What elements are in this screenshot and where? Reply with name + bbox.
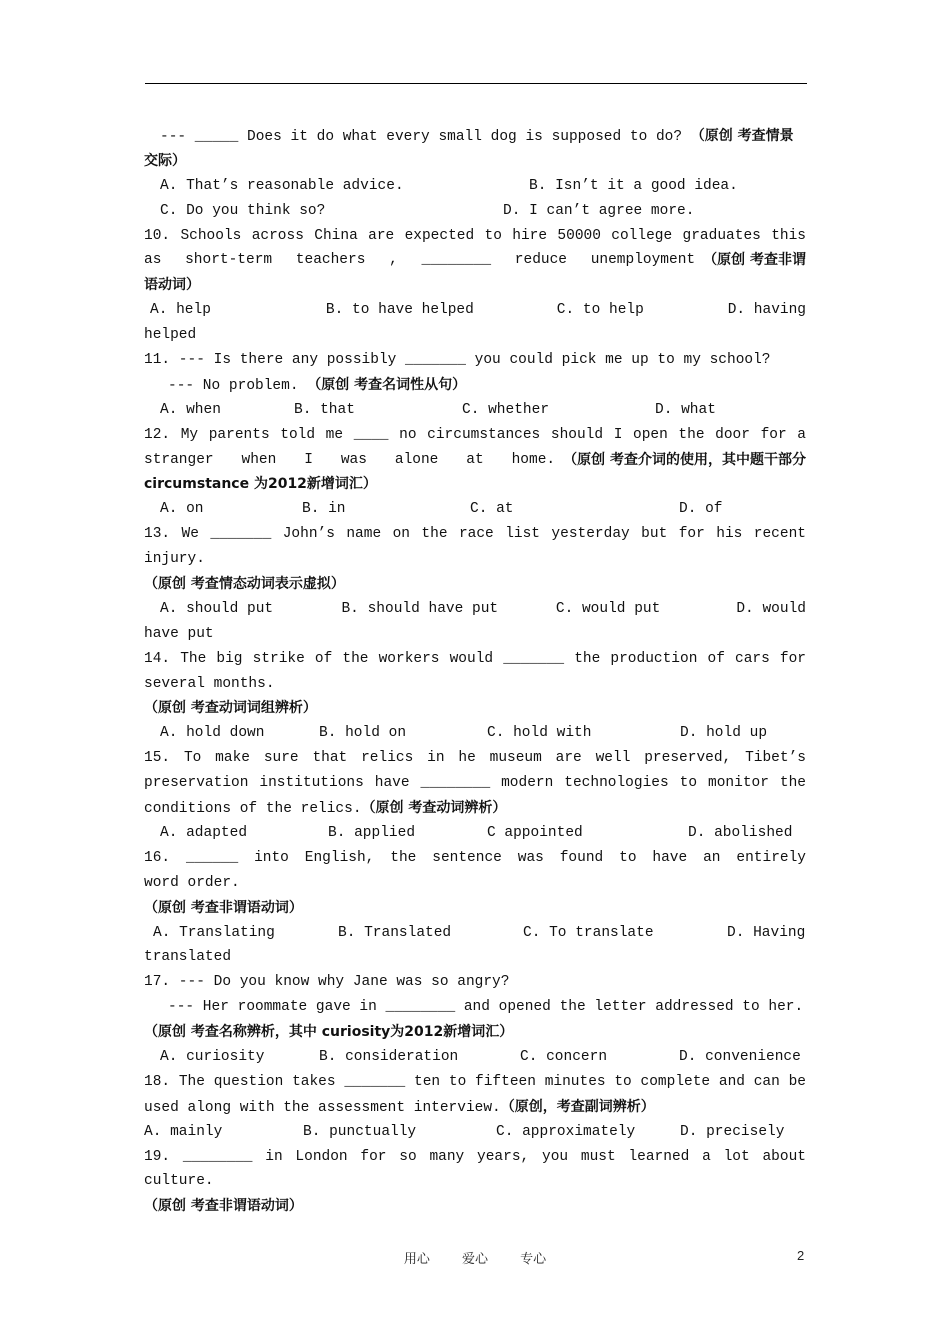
answer-option: A. curiosity xyxy=(160,1048,265,1065)
answer-option: B. in xyxy=(302,501,346,518)
answer-option: B. Translated xyxy=(338,924,452,941)
question-note: （原创 考查介词的使用，其中题干部分 xyxy=(563,451,806,468)
text-line: 17. --- Do you know why Jane was so angry? xyxy=(144,974,510,991)
answer-option: A. hold down xyxy=(160,725,265,742)
text-line: 12. My parents told me ____ no circumstances should I open the door for a xyxy=(144,426,806,443)
answer-option: B. punctually xyxy=(303,1123,417,1140)
footer-motto xyxy=(0,1248,950,1267)
text-line: 15. To make sure that relics in he museum are well preserved, Tibet’s xyxy=(144,750,806,767)
answer-option: C. concern xyxy=(520,1048,608,1065)
answer-options xyxy=(144,1120,806,1145)
text-line: injury. xyxy=(144,551,205,568)
text-line: 18. The question takes _______ ten to fifteen minutes to complete and can be xyxy=(144,1073,806,1090)
answer-option: B. consideration xyxy=(319,1048,459,1065)
question-text: used along with the assessment interview. xyxy=(144,1099,501,1116)
question-note: （原创 考查动词词组辨析） xyxy=(144,700,317,717)
answer-option: B. should have put xyxy=(341,600,499,617)
answer-option: A. adapted xyxy=(160,824,248,841)
footer-word: 专心 xyxy=(520,1252,547,1267)
text-line: 11. --- Is there any possibly _______ you could pick me up to my school? xyxy=(144,352,771,369)
answer-option: B. applied xyxy=(328,824,416,841)
answer-options xyxy=(144,398,806,423)
answer-options xyxy=(144,721,806,746)
question-text: conditions of the relics. xyxy=(144,801,362,818)
text-line: helped xyxy=(144,327,197,344)
question-line xyxy=(144,1095,806,1120)
question-note: （原创 考查非谓语动词） xyxy=(144,1198,303,1215)
question-note: （原创 考查非谓 xyxy=(703,252,806,269)
question-text: --- No problem. xyxy=(168,377,308,394)
answer-option: D. would xyxy=(736,600,806,617)
answer-option: B. Isn’t it a good idea. xyxy=(529,177,738,194)
answer-option: C. hold with xyxy=(487,725,592,742)
answer-option: B. that xyxy=(294,401,355,418)
answer-option: C. at xyxy=(470,501,514,518)
text-line: 16. ______ into English, the sentence was found to have an entirely xyxy=(144,849,806,866)
text-line: --- Her roommate gave in ________ and opened the letter addressed to her. xyxy=(168,999,804,1016)
question-note: 交际） xyxy=(144,152,186,169)
answer-option: A. should put xyxy=(160,600,274,617)
answer-option: B. to have helped xyxy=(325,302,474,319)
text-line: translated xyxy=(144,949,232,966)
text-line: word order. xyxy=(144,874,240,891)
answer-options xyxy=(144,921,806,946)
answer-option: C appointed xyxy=(487,824,583,841)
question-line xyxy=(144,248,806,273)
answer-options xyxy=(144,497,806,522)
answer-option: A. help xyxy=(150,302,211,319)
text-line: culture. xyxy=(144,1173,214,1190)
answer-options xyxy=(144,199,806,224)
footer-word: 用心 xyxy=(403,1252,430,1267)
question-note: circumstance 为2012新增词汇） xyxy=(144,476,377,493)
answer-option: C. to help xyxy=(556,302,644,319)
answer-option: D. I can’t agree more. xyxy=(503,202,695,219)
question-text: --- _____ Does it do what every small dog is supposed to do? xyxy=(160,129,691,145)
text-line: 19. ________ in London for so many years, you must learned a lot about xyxy=(144,1148,806,1165)
answer-options xyxy=(144,1045,806,1070)
text-line: several months. xyxy=(144,675,275,692)
answer-option: D. abolished xyxy=(688,824,793,841)
question-note: （原创 考查名称辨析，其中 curiosity为2012新增词汇） xyxy=(144,1024,514,1041)
question-line xyxy=(144,373,806,398)
text-line: preservation institutions have ________ modern technologies to monitor the xyxy=(144,775,806,792)
answer-option: D. what xyxy=(655,401,716,418)
question-note: （原创 考查非谓语动词） xyxy=(144,899,303,916)
answer-options xyxy=(144,298,806,323)
header-rule xyxy=(145,83,807,84)
answer-option: D. of xyxy=(679,501,723,518)
text-line: have put xyxy=(144,625,214,642)
footer-word: 爱心 xyxy=(461,1252,488,1267)
answer-option: C. Do you think so? xyxy=(160,202,326,219)
text-line: 13. We _______ John’s name on the race list yesterday but for his recent xyxy=(144,526,806,543)
answer-option: C. whether xyxy=(462,401,550,418)
question-note: （原创 考查情态动词表示虚拟） xyxy=(144,576,345,593)
question-note: （原创 考查动词辨析） xyxy=(361,800,507,817)
answer-option: A. Translating xyxy=(153,924,275,941)
answer-option: A. when xyxy=(160,401,221,418)
answer-option: B. hold on xyxy=(319,725,407,742)
exam-question-body xyxy=(144,124,806,1219)
question-line xyxy=(144,448,806,473)
question-line xyxy=(144,124,806,149)
text-line: 14. The big strike of the workers would _______ the production of cars for xyxy=(144,650,806,667)
answer-option: D. convenience xyxy=(679,1048,801,1065)
answer-option: A. mainly xyxy=(144,1123,223,1140)
answer-option: C. would put xyxy=(555,600,661,617)
question-line xyxy=(144,796,806,821)
answer-option: C. approximately xyxy=(496,1123,636,1140)
page-number: 2 xyxy=(797,1248,805,1263)
answer-option: D. Having xyxy=(727,924,806,941)
answer-options xyxy=(144,174,806,199)
question-note: （原创 考查情景 xyxy=(690,128,794,144)
answer-option: A. on xyxy=(160,501,204,518)
answer-option: D. having xyxy=(727,302,807,319)
question-note: 语动词） xyxy=(144,277,200,294)
answer-option: D. hold up xyxy=(680,725,768,742)
answer-option: A. That’s reasonable advice. xyxy=(160,177,404,194)
answer-option: C. To translate xyxy=(523,924,654,941)
question-note: （原创 考查名词性从句） xyxy=(307,376,467,393)
answer-options xyxy=(144,821,806,846)
text-line: 10. Schools across China are expected to hire 50000 college graduates this xyxy=(144,227,806,244)
question-text: as short-term teachers , ________ reduce unemployment xyxy=(144,252,696,269)
answer-options xyxy=(144,597,806,622)
question-text: stranger when I was alone at home. xyxy=(144,451,556,468)
question-note: （原创，考查副词辨析） xyxy=(500,1098,655,1115)
answer-option: D. precisely xyxy=(680,1123,785,1140)
